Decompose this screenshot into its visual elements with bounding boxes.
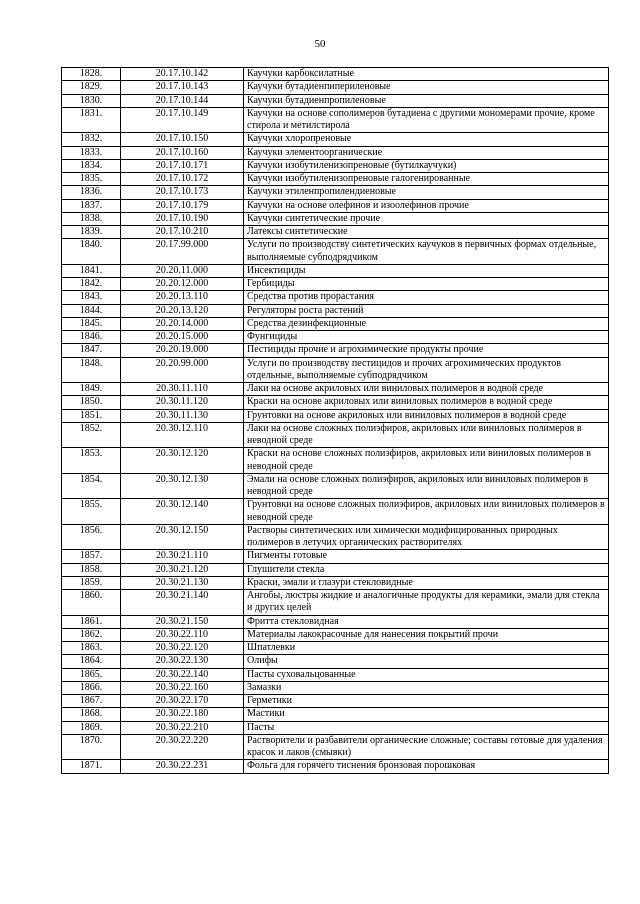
product-name: Мастики bbox=[244, 708, 609, 721]
table-row bbox=[62, 159, 609, 172]
table-row bbox=[62, 422, 609, 448]
okpd-code: 20.30.12.150 bbox=[121, 524, 244, 550]
product-name: Замазки bbox=[244, 681, 609, 694]
table-row bbox=[62, 563, 609, 576]
row-number: 1860. bbox=[62, 590, 121, 616]
okpd-code: 20.30.22.170 bbox=[121, 695, 244, 708]
okpd-code: 20.30.21.110 bbox=[121, 550, 244, 563]
row-number: 1841. bbox=[62, 264, 121, 277]
row-number: 1848. bbox=[62, 357, 121, 383]
product-name: Растворители и разбавители органические сложные; составы готовые для удаления красок и лаков (смывки) bbox=[244, 734, 609, 760]
product-name: Каучуки бутадиенпипериленовые bbox=[244, 81, 609, 94]
row-number: 1863. bbox=[62, 642, 121, 655]
product-name: Фольга для горячего тиснения бронзовая порошковая bbox=[244, 760, 609, 773]
row-number: 1828. bbox=[62, 68, 121, 81]
okpd-code: 20.30.12.120 bbox=[121, 448, 244, 474]
table-row bbox=[62, 344, 609, 357]
table-row bbox=[62, 68, 609, 81]
row-number: 1871. bbox=[62, 760, 121, 773]
table-row bbox=[62, 291, 609, 304]
row-number: 1831. bbox=[62, 107, 121, 133]
product-name: Краски на основе акриловых или виниловых полимеров в водной среде bbox=[244, 396, 609, 409]
row-number: 1839. bbox=[62, 226, 121, 239]
okpd-code: 20.20.13.110 bbox=[121, 291, 244, 304]
product-name: Средства против прорастания bbox=[244, 291, 609, 304]
product-name: Пестициды прочие и агрохимические продукты прочие bbox=[244, 344, 609, 357]
okpd-code: 20.30.22.160 bbox=[121, 681, 244, 694]
okpd-code: 20.17.10.171 bbox=[121, 159, 244, 172]
okpd-code: 20.30.21.140 bbox=[121, 590, 244, 616]
product-name: Глушители стекла bbox=[244, 563, 609, 576]
product-name: Гербициды bbox=[244, 278, 609, 291]
row-number: 1853. bbox=[62, 448, 121, 474]
product-name: Средства дезинфекционные bbox=[244, 317, 609, 330]
table-row bbox=[62, 409, 609, 422]
product-name: Каучуки синтетические прочие bbox=[244, 212, 609, 225]
product-name: Растворы синтетических или химически модифицированных природных полимеров в летучих органических растворителях bbox=[244, 524, 609, 550]
table-row bbox=[62, 642, 609, 655]
table-row bbox=[62, 173, 609, 186]
product-name: Каучуки изобутиленизопреновые (бутилкаучуки) bbox=[244, 159, 609, 172]
table-row bbox=[62, 383, 609, 396]
table-row bbox=[62, 524, 609, 550]
product-name: Услуги по производству синтетических каучуков в первичных формах отдельные, выполняемые субподрядчиком bbox=[244, 239, 609, 265]
table-row bbox=[62, 317, 609, 330]
okpd-code: 20.30.11.130 bbox=[121, 409, 244, 422]
table-row bbox=[62, 226, 609, 239]
row-number: 1854. bbox=[62, 473, 121, 499]
row-number: 1847. bbox=[62, 344, 121, 357]
okpd-code: 20.17.10.173 bbox=[121, 186, 244, 199]
okpd-code: 20.17.10.144 bbox=[121, 94, 244, 107]
product-name: Каучуки на основе сополимеров бутадиена с другими мономерами прочие, кроме стирола и метилстирола bbox=[244, 107, 609, 133]
row-number: 1830. bbox=[62, 94, 121, 107]
product-name: Пасты суховальцованные bbox=[244, 668, 609, 681]
table-row bbox=[62, 396, 609, 409]
okpd-code: 20.30.22.220 bbox=[121, 734, 244, 760]
okpd-code: 20.17.10.160 bbox=[121, 146, 244, 159]
table-row bbox=[62, 668, 609, 681]
table-row bbox=[62, 199, 609, 212]
okpd-code: 20.30.22.110 bbox=[121, 628, 244, 641]
row-number: 1833. bbox=[62, 146, 121, 159]
table-body bbox=[62, 68, 609, 774]
row-number: 1859. bbox=[62, 576, 121, 589]
row-number: 1834. bbox=[62, 159, 121, 172]
table-row bbox=[62, 304, 609, 317]
okpd-code: 20.20.99.000 bbox=[121, 357, 244, 383]
row-number: 1870. bbox=[62, 734, 121, 760]
product-name: Герметики bbox=[244, 695, 609, 708]
table-row bbox=[62, 239, 609, 265]
product-name: Каучуки изобутиленизопреновые галогенированные bbox=[244, 173, 609, 186]
okpd-code: 20.30.12.110 bbox=[121, 422, 244, 448]
okpd-code: 20.30.22.120 bbox=[121, 642, 244, 655]
row-number: 1846. bbox=[62, 331, 121, 344]
okpd-code: 20.17.10.190 bbox=[121, 212, 244, 225]
row-number: 1836. bbox=[62, 186, 121, 199]
product-name: Латексы синтетические bbox=[244, 226, 609, 239]
row-number: 1838. bbox=[62, 212, 121, 225]
product-name: Лаки на основе сложных полиэфиров, акриловых или виниловых полимеров в неводной среде bbox=[244, 422, 609, 448]
row-number: 1862. bbox=[62, 628, 121, 641]
row-number: 1843. bbox=[62, 291, 121, 304]
product-name: Материалы лакокрасочные для нанесения покрытий прочи bbox=[244, 628, 609, 641]
table-row bbox=[62, 708, 609, 721]
table-row bbox=[62, 499, 609, 525]
row-number: 1867. bbox=[62, 695, 121, 708]
okpd-code: 20.30.12.140 bbox=[121, 499, 244, 525]
row-number: 1868. bbox=[62, 708, 121, 721]
product-name: Каучуки бутадиенпропиленовые bbox=[244, 94, 609, 107]
table-row bbox=[62, 81, 609, 94]
row-number: 1829. bbox=[62, 81, 121, 94]
okpd-code: 20.30.22.180 bbox=[121, 708, 244, 721]
okpd-code: 20.30.22.140 bbox=[121, 668, 244, 681]
table-row bbox=[62, 590, 609, 616]
row-number: 1869. bbox=[62, 721, 121, 734]
table-row bbox=[62, 107, 609, 133]
product-name: Регуляторы роста растений bbox=[244, 304, 609, 317]
row-number: 1858. bbox=[62, 563, 121, 576]
table-row bbox=[62, 331, 609, 344]
row-number: 1866. bbox=[62, 681, 121, 694]
okpd-code: 20.20.19.000 bbox=[121, 344, 244, 357]
table-row bbox=[62, 133, 609, 146]
product-name: Пасты bbox=[244, 721, 609, 734]
table-row bbox=[62, 448, 609, 474]
row-number: 1864. bbox=[62, 655, 121, 668]
row-number: 1849. bbox=[62, 383, 121, 396]
row-number: 1850. bbox=[62, 396, 121, 409]
table-row bbox=[62, 357, 609, 383]
product-name: Каучуки карбоксилатные bbox=[244, 68, 609, 81]
okpd-code: 20.17.10.210 bbox=[121, 226, 244, 239]
okpd-code: 20.30.21.120 bbox=[121, 563, 244, 576]
product-name: Эмали на основе сложных полиэфиров, акриловых или виниловых полимеров в неводной среде bbox=[244, 473, 609, 499]
okpd-code: 20.17.10.149 bbox=[121, 107, 244, 133]
product-name: Фунгициды bbox=[244, 331, 609, 344]
row-number: 1861. bbox=[62, 615, 121, 628]
product-name: Грунтовки на основе сложных полиэфиров, акриловых или виниловых полимеров в неводной среде bbox=[244, 499, 609, 525]
table-row bbox=[62, 615, 609, 628]
table-row bbox=[62, 94, 609, 107]
table-row bbox=[62, 550, 609, 563]
row-number: 1842. bbox=[62, 278, 121, 291]
table-row bbox=[62, 760, 609, 773]
row-number: 1840. bbox=[62, 239, 121, 265]
okpd-code: 20.20.15.000 bbox=[121, 331, 244, 344]
product-name: Услуги по производству пестицидов и прочих агрохимических продуктов отдельные, выполняемые субподрядчиком bbox=[244, 357, 609, 383]
okpd-table bbox=[61, 67, 609, 774]
row-number: 1835. bbox=[62, 173, 121, 186]
okpd-code: 20.30.21.150 bbox=[121, 615, 244, 628]
okpd-code: 20.20.13.120 bbox=[121, 304, 244, 317]
okpd-code: 20.17.10.143 bbox=[121, 81, 244, 94]
row-number: 1865. bbox=[62, 668, 121, 681]
product-name: Ангобы, люстры жидкие и аналогичные продукты для керамики, эмали для стекла и других целей bbox=[244, 590, 609, 616]
product-name: Грунтовки на основе акриловых или виниловых полимеров в водной среде bbox=[244, 409, 609, 422]
table-row bbox=[62, 734, 609, 760]
okpd-code: 20.30.11.110 bbox=[121, 383, 244, 396]
okpd-code: 20.17.10.172 bbox=[121, 173, 244, 186]
product-name: Лаки на основе акриловых или виниловых полимеров в водной среде bbox=[244, 383, 609, 396]
product-name: Каучуки на основе олефинов и изоолефинов прочие bbox=[244, 199, 609, 212]
row-number: 1856. bbox=[62, 524, 121, 550]
okpd-code: 20.17.10.150 bbox=[121, 133, 244, 146]
product-name: Олифы bbox=[244, 655, 609, 668]
okpd-code: 20.30.12.130 bbox=[121, 473, 244, 499]
row-number: 1855. bbox=[62, 499, 121, 525]
table-row bbox=[62, 473, 609, 499]
table-row bbox=[62, 186, 609, 199]
table-row bbox=[62, 681, 609, 694]
table-row bbox=[62, 278, 609, 291]
table-row bbox=[62, 655, 609, 668]
okpd-code: 20.20.14.000 bbox=[121, 317, 244, 330]
table-row bbox=[62, 212, 609, 225]
table-row bbox=[62, 264, 609, 277]
okpd-code: 20.30.22.210 bbox=[121, 721, 244, 734]
okpd-code: 20.20.11.000 bbox=[121, 264, 244, 277]
okpd-code: 20.17.10.142 bbox=[121, 68, 244, 81]
okpd-code: 20.17.10.179 bbox=[121, 199, 244, 212]
okpd-code: 20.20.12.000 bbox=[121, 278, 244, 291]
table-row bbox=[62, 628, 609, 641]
product-name: Каучуки этиленпропилендиеновые bbox=[244, 186, 609, 199]
row-number: 1845. bbox=[62, 317, 121, 330]
product-name: Инсектициды bbox=[244, 264, 609, 277]
row-number: 1837. bbox=[62, 199, 121, 212]
table-row bbox=[62, 576, 609, 589]
row-number: 1852. bbox=[62, 422, 121, 448]
okpd-code: 20.30.21.130 bbox=[121, 576, 244, 589]
table-row bbox=[62, 146, 609, 159]
product-name: Краски, эмали и глазури стекловидные bbox=[244, 576, 609, 589]
okpd-code: 20.30.22.130 bbox=[121, 655, 244, 668]
okpd-code: 20.30.22.231 bbox=[121, 760, 244, 773]
row-number: 1844. bbox=[62, 304, 121, 317]
page-number: 50 bbox=[314, 38, 326, 50]
table-row bbox=[62, 721, 609, 734]
product-name: Фритта стекловидная bbox=[244, 615, 609, 628]
product-name: Каучуки элементоорганические bbox=[244, 146, 609, 159]
product-name: Каучуки хлоропреновые bbox=[244, 133, 609, 146]
row-number: 1851. bbox=[62, 409, 121, 422]
okpd-code: 20.30.11.120 bbox=[121, 396, 244, 409]
row-number: 1857. bbox=[62, 550, 121, 563]
row-number: 1832. bbox=[62, 133, 121, 146]
product-name: Шпатлевки bbox=[244, 642, 609, 655]
product-name: Краски на основе сложных полиэфиров, акриловых или виниловых полимеров в неводной среде bbox=[244, 448, 609, 474]
table-row bbox=[62, 695, 609, 708]
okpd-code: 20.17.99.000 bbox=[121, 239, 244, 265]
product-name: Пигменты готовые bbox=[244, 550, 609, 563]
